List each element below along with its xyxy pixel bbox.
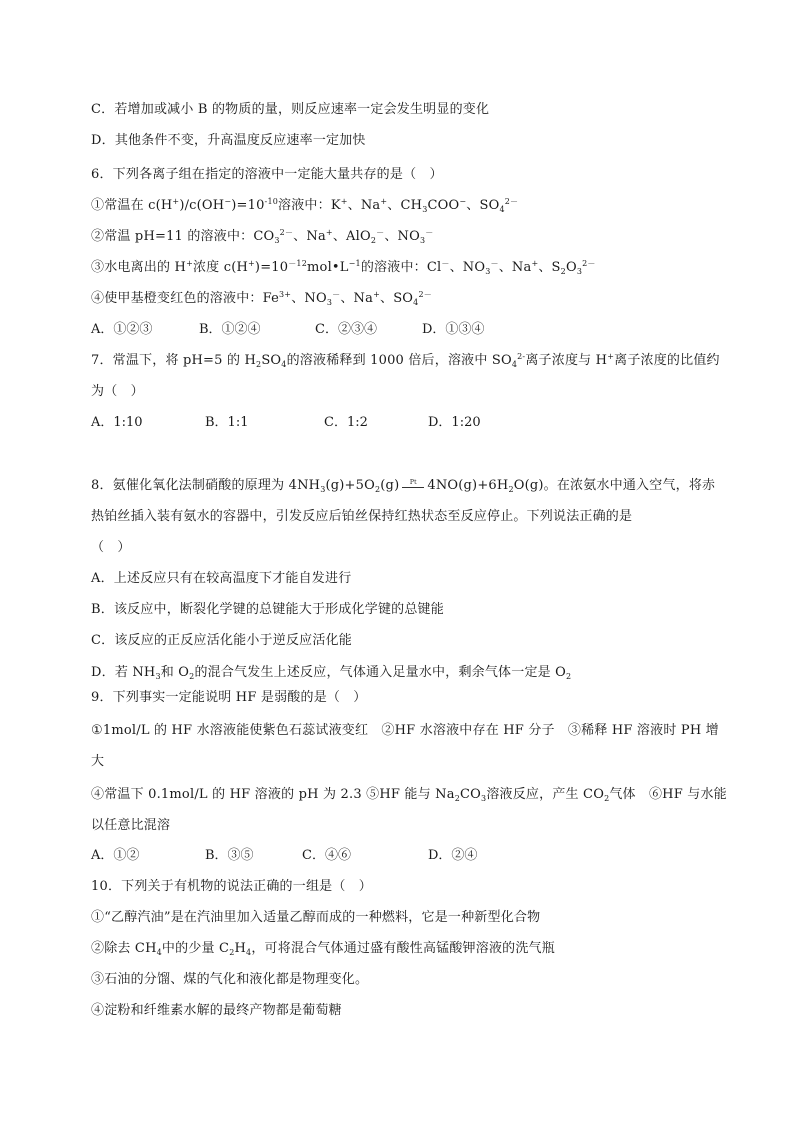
q10-item-2: ②除去 $CH_4$中的少量 $C_2H_4$，可将混合气体通过盛有酸性高锰酸钾溶液的洗气瓶 — [91, 941, 555, 957]
q6-item-1: ①常温在 $c(H^+)/c(OH^-)=10^{-10}$溶液中：K+、Na+、$CH_3COO^-$、$SO_4^{2-}$ — [91, 197, 519, 214]
q7-option-c: C．1:2 — [324, 415, 368, 430]
q9-option-c: C．④⑥ — [302, 848, 351, 863]
q7-stem-line-1: 7．常温下，将 pH=5 的 $H_2SO_4$的溶液稀释到 1000 倍后，溶液中 $SO_4^{2-}$离子浓度与 H+离子浓度的比值约 — [91, 352, 720, 369]
q6-item-3: ③水电离出的 H+浓度 $c(H^+)=10^{-12}mol•L^{-1}$的溶液中：Cl－、$NO_3^-$、Na+、$S_2O_3^{2-}$ — [91, 259, 596, 276]
q8-option-c: C．该反应的正反应活化能小于逆反应活化能 — [91, 633, 352, 648]
q10-item-3: ③石油的分馏、煤的气化和液化都是物理变化。 — [91, 972, 369, 987]
q8-option-d: D．若 $NH_3$和 $O_2$的混合气发生上述反应，气体通入足量水中，剩余气体一定是 $O_2$ — [91, 665, 572, 681]
q9-option-d: D．②④ — [428, 848, 478, 863]
q6-option-a: A．①②③ — [91, 322, 153, 337]
q9-option-a: A．①② — [91, 848, 140, 863]
q10-stem: 10．下列关于有机物的说法正确的一组是（ ） — [91, 879, 372, 894]
q8-stem-line-3: （ ） — [91, 540, 131, 555]
q8-stem-line-1: 8．氨催化氧化法制硝酸的原理为 $4NH_3(g)+5O_2(g)$ Pt $4NO(g)+6H_2O(g)$。在浓氨水中通入空气，将赤 — [91, 478, 716, 494]
q7-option-b: B．1:1 — [205, 415, 249, 430]
q10-item-1: ①“乙醇汽油”是在汽油里加入适量乙醇而成的一种燃料，它是一种新型化合物 — [91, 910, 541, 925]
q6-option-b: B．①②④ — [199, 322, 261, 337]
q7-stem-line-2: 为（ ） — [91, 384, 144, 399]
q6-option-c: C．②③④ — [315, 322, 377, 337]
q7-option-d: D．1:20 — [428, 415, 481, 430]
q8-option-a: A．上述反应只有在较高温度下才能自发进行 — [91, 571, 352, 586]
q9-stem: 9．下列事实一定能说明 HF 是弱酸的是（ ） — [91, 690, 367, 705]
q6-stem: 6．下列各离子组在指定的溶液中一定能大量共存的是（ ） — [91, 167, 443, 182]
q6-option-d: D．①③④ — [422, 322, 485, 337]
q5-option-d: D．其他条件不变，升高温度反应速率一定加快 — [91, 133, 366, 148]
q5-option-c: C．若增加或减小 B 的物质的量，则反应速率一定会发生明显的变化 — [91, 102, 490, 117]
q9-line-2: 大 — [91, 754, 105, 769]
q8-option-b: B．该反应中，断裂化学键的总键能大于形成化学键的总键能 — [91, 602, 444, 617]
q9-line-1: ①1mol/L 的 HF 水溶液能使紫色石蕊试液变红 ②HF 水溶液中存在 HF 分子 ③稀释 HF 溶液时 PH 增 — [91, 723, 719, 738]
reaction-condition-arrow: Pt — [401, 480, 425, 492]
q10-item-4: ④淀粉和纤维素水解的最终产物都是葡萄糖 — [91, 1003, 342, 1018]
q7-option-a: A．1:10 — [91, 415, 143, 430]
q6-item-2: ②常温 pH=11 的溶液中：$CO_3^{2-}$、Na+、AlO$_2$－、$NO_3^-$ — [91, 228, 434, 245]
q8-stem-line-2: 热铂丝插入装有氨水的容器中，引发反应后铂丝保持红热状态至反应停止。下列说法正确的是 — [91, 509, 633, 524]
q9-line-4: 以任意比混溶 — [91, 818, 171, 833]
q9-option-b: B．③⑤ — [205, 848, 254, 863]
q9-line-3: ④常温下 0.1mol/L 的 HF 溶液的 pH 为 2.3 ⑤HF 能与 $Na_2CO_3$溶液反应，产生 $CO_2$气体 ⑥HF 与水能 — [91, 787, 727, 803]
q6-item-4: ④使甲基橙变红色的溶液中：$Fe^{3+}$、$NO_3^-$、Na+、$SO_4^{2-}$ — [91, 290, 432, 307]
